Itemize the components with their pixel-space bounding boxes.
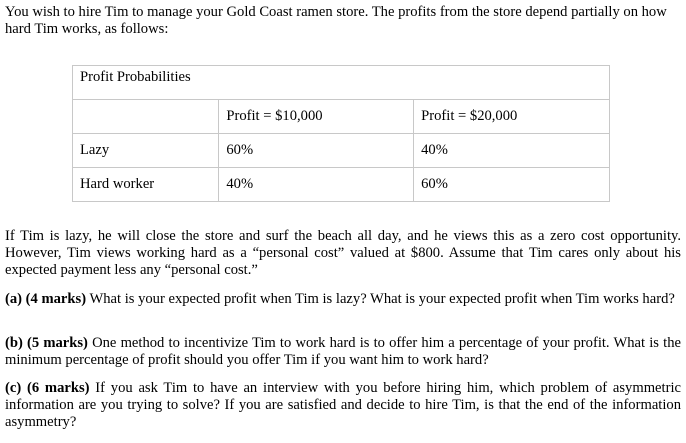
table-row <box>73 168 610 202</box>
profit-probabilities-table <box>72 65 610 202</box>
question-a-label: (a) (4 marks) <box>5 291 87 307</box>
question-c-text: If you ask Tim to have an interview with you before hiring him, which problem of asymmetric information are you trying to solve? If you are satisfied and decide to hire Tim, is that the end of the information asymmetry? <box>5 380 681 430</box>
table-header-row <box>73 100 610 134</box>
table-cell: 40% <box>219 168 414 202</box>
question-b-text: One method to incentivize Tim to work hard is to offer him a percentage of your profit. What is the minimum percentage of profit should you offer Tim if you want him to work hard? <box>5 335 681 368</box>
table-col-header: Profit = $20,000 <box>414 100 610 134</box>
table-row-label: Hard worker <box>73 168 219 202</box>
question-a-text: What is your expected profit when Tim is lazy? What is your expected profit when Tim works hard? <box>86 291 675 307</box>
scenario-paragraph: If Tim is lazy, he will close the store and surf the beach all day, and he views this as a zero cost opportunity. However, Tim views working hard as a “personal cost” valued at $800. Assume that Tim cares only about his expected payment less any “personal cost.” <box>5 228 681 278</box>
table-title-row <box>73 66 610 100</box>
table-corner-cell <box>73 100 219 134</box>
table-cell: 40% <box>414 134 610 168</box>
question-b <box>5 335 681 369</box>
table-col-header: Profit = $10,000 <box>219 100 414 134</box>
table-cell: 60% <box>219 134 414 168</box>
table-row-label: Lazy <box>73 134 219 168</box>
question-a <box>5 291 681 308</box>
question-c <box>5 380 681 431</box>
table-title: Profit Probabilities <box>73 66 610 100</box>
table-row <box>73 134 610 168</box>
intro-paragraph: You wish to hire Tim to manage your Gold Coast ramen store. The profits from the store depend partially on how hard Tim works, as follows: <box>5 4 667 37</box>
question-c-label: (c) (6 marks) <box>5 380 90 396</box>
question-b-label: (b) (5 marks) <box>5 335 88 351</box>
table-cell: 60% <box>414 168 610 202</box>
